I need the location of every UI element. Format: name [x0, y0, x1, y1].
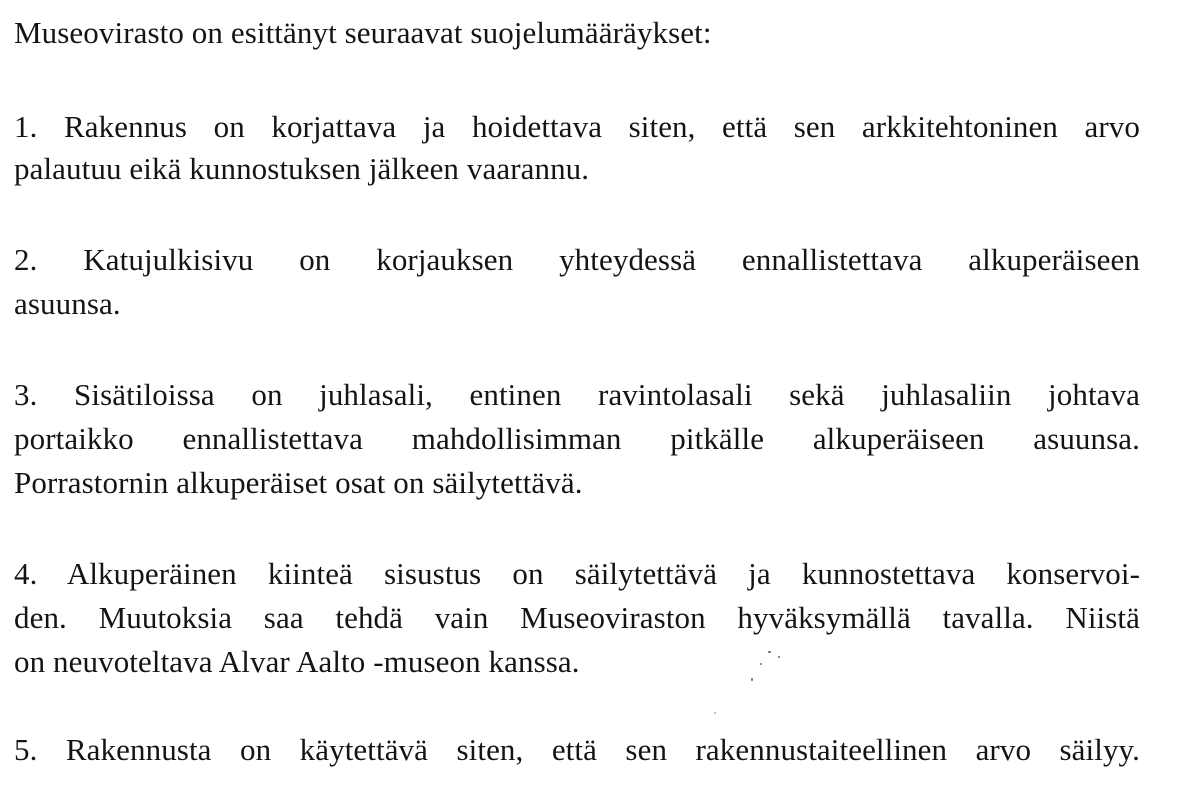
regulation-5-line-1: 5. Rakennusta on käytettävä siten, että sen rakennustaiteellinen arvo säilyy. [14, 732, 1140, 767]
regulation-4-line-1: 4. Alkuperäinen kiinteä sisustus on säilytettävä ja kunnostettava konservoi- [14, 556, 1140, 591]
scan-speck [714, 712, 716, 714]
regulation-2-line-2: asuunsa. [14, 286, 121, 321]
scan-speck [760, 663, 762, 665]
regulation-1-line-2: palautuu eikä kunnostuksen jälkeen vaarannu. [14, 151, 590, 186]
document-intro: Museovirasto on esittänyt seuraavat suojelumääräykset: [14, 15, 712, 50]
scan-speck [768, 651, 771, 653]
regulation-4-line-3: on neuvoteltava Alvar Aalto -museon kanssa. [14, 644, 580, 679]
regulation-3-line-3: Porrastornin alkuperäiset osat on säilytettävä. [14, 465, 583, 500]
regulation-4-line-2: den. Muutoksia saa tehdä vain Museoviraston hyväksymällä tavalla. Niistä [14, 600, 1140, 635]
regulation-1-line-1: 1. Rakennus on korjattava ja hoidettava siten, että sen arkkitehtoninen arvo [14, 109, 1140, 144]
regulation-3-line-2: portaikko ennallistettava mahdollisimman pitkälle alkuperäiseen asuunsa. [14, 421, 1140, 456]
scan-speck [778, 656, 780, 658]
regulation-3-line-1: 3. Sisätiloissa on juhlasali, entinen ravintolasali sekä juhlasaliin johtava [14, 377, 1140, 412]
regulation-2-line-1: 2. Katujulkisivu on korjauksen yhteydessä ennallistettava alkuperäiseen [14, 242, 1140, 277]
scan-speck [751, 678, 753, 681]
